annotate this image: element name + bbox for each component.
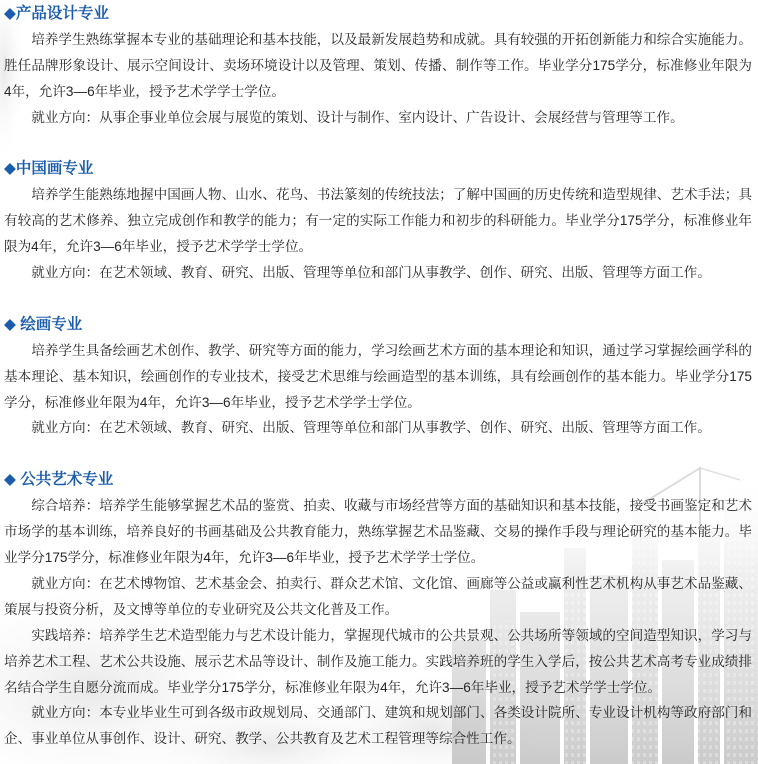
comprehensive-training-paragraph: 综合培养：培养学生能够掌握艺术品的鉴赏、拍卖、收藏与市场经营等方面的基础知识和基本技能，接受书画鉴定和艺术市场学的基本训练，培养良好的书画基础及公共教育能力，熟练掌握艺术品鉴藏、交易的操作手段与理论研究的基本能力。毕业学分175学分，标准修业年限为4年，允许3—6年毕业，授予艺术学学士学位。 xyxy=(4,498,752,565)
training-paragraph: 培养学生能熟练地握中国画人物、山水、花鸟、书法篆刻的传统技法；了解中国画的历史传统和造型规律、艺术手法；具有较高的艺术修养、独立完成创作和教学的能力；有一定的实际工作能力和初步的科研能力。毕业学分175学分，标准修业年限为4年，允许3—6年毕业，授予艺术学学士学位。 xyxy=(4,187,752,255)
section-chinese-painting xyxy=(4,156,752,286)
section-heading: ◆ 公共艺术专业 xyxy=(4,471,114,489)
employment-paragraph: 就业方向：在艺术博物馆、艺术基金会、拍卖行、群众艺术馆、文化馆、画廊等公益或赢利性艺术机构从事艺术品鉴藏、策展与投资分析，及文博等单位的专业研究及公共文化普及工作。 xyxy=(4,575,752,617)
employment-paragraph: 就业方向：本专业毕业生可到各级市政规划局、交通部门、建筑和规划部门、各类设计院所、专业设计机构等政府部门和企、事业单位从事创作、设计、研究、教学、公共教育及艺术工程管理等综合性工作。 xyxy=(4,705,752,747)
document-body xyxy=(4,1,752,752)
employment-paragraph: 就业方向：在艺术领域、教育、研究、出版、管理等单位和部门从事教学、创作、研究、出版、管理等方面工作。 xyxy=(31,265,711,281)
training-paragraph: 培养学生熟练掌握本专业的基础理论和基本技能，以及最新发展趋势和成就。具有较强的开拓创新能力和综合实施能力。胜任品牌形象设计、展示空间设计、卖场环境设计以及管理、策划、传播、制作等工作。毕业学分175学分，标准修业年限为4年，允许3—6年毕业，授予艺术学学士学位。 xyxy=(4,31,752,99)
section-painting xyxy=(4,312,752,442)
section-heading: ◆中国画专业 xyxy=(4,160,94,178)
section-heading: ◆产品设计专业 xyxy=(4,5,109,22)
employment-paragraph: 就业方向：从事企事业单位会展与展览的策划、设计与制作、室内设计、广告设计、会展经营与管理等工作。 xyxy=(31,109,684,125)
section-product-design xyxy=(4,1,752,131)
training-paragraph: 培养学生具备绘画艺术创作、教学、研究等方面的能力，学习绘画艺术方面的基本理论和知识，通过学习掌握绘画学科的基本理论、基本知识，绘画创作的专业技术，接受艺术思维与绘画造型的基本训练，具有绘画创作的基本能力。毕业学分175学分，标准修业年限为4年，允许3—6年毕业，授予艺术学学士学位。 xyxy=(4,342,752,410)
section-heading: ◆ 绘画专业 xyxy=(4,315,83,333)
practice-training-paragraph: 实践培养：培养学生艺术造型能力与艺术设计能力，掌握现代城市的公共景观、公共场所等领域的空间造型知识，学习与培养艺术工程、艺术公共设施、展示艺术品等设计、制作及施工能力。实践培养班的学生入学后，按公共艺术高考专业成绩排名结合学生自愿分流而成。毕业学分175学分，标准修业年限为4年，允许3—6年毕业，授予艺术学学士学位。 xyxy=(4,627,752,695)
employment-paragraph: 就业方向：在艺术领域、教育、研究、出版、管理等单位和部门从事教学、创作、研究、出版、管理等方面工作。 xyxy=(31,420,711,436)
section-public-art xyxy=(4,467,752,752)
